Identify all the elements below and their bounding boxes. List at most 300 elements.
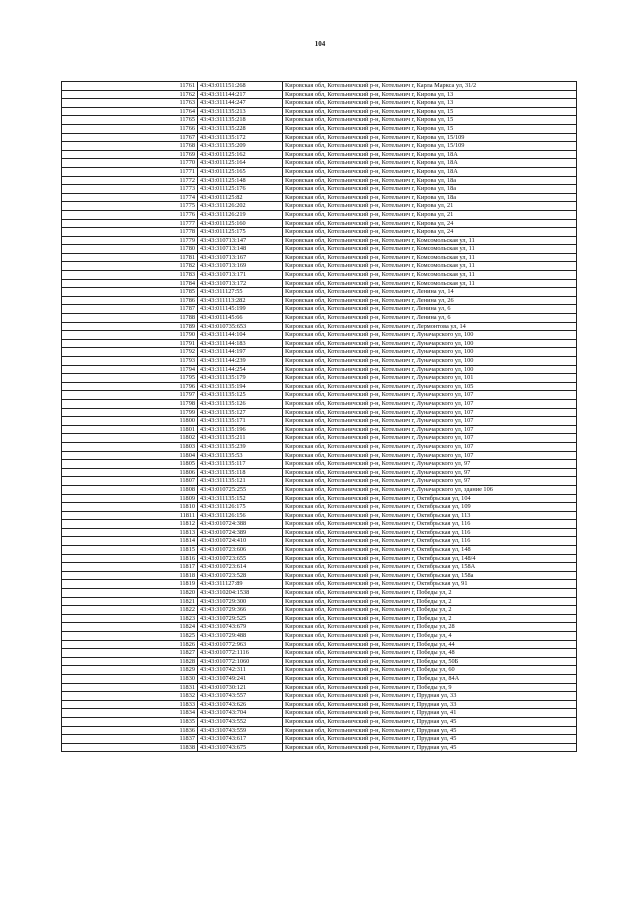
cadastral-number-cell: 43:43:310713:147: [198, 236, 283, 245]
table-row: [62, 99, 577, 108]
row-number-cell: 11826: [62, 640, 198, 649]
table-row: [62, 236, 577, 245]
cadastral-number-cell: 43:43:311144:104: [198, 331, 283, 340]
address-cell: Кировская обл, Котельничский р-н, Котельнич г, Октябрьская ул, 113: [283, 511, 577, 520]
table-row: [62, 365, 577, 374]
table-row: [62, 210, 577, 219]
row-number-cell: 11808: [62, 485, 198, 494]
address-cell: Кировская обл, Котельничский р-н, Котельнич г, Октябрьская ул, 148/4: [283, 554, 577, 563]
row-number-cell: 11791: [62, 339, 198, 348]
address-cell: Кировская обл, Котельничский р-н, Котельнич г, Победы ул, 4: [283, 632, 577, 641]
cadastral-number-cell: 43:43:310749:241: [198, 674, 283, 683]
address-cell: Кировская обл, Котельничский р-н, Котельнич г, Луначарского ул, 107: [283, 408, 577, 417]
row-number-cell: 11815: [62, 546, 198, 555]
table-row: [62, 632, 577, 641]
row-number-cell: 11835: [62, 717, 198, 726]
table-row: [62, 700, 577, 709]
address-cell: Кировская обл, Котельничский р-н, Котельнич г, Кирова ул, 13: [283, 99, 577, 108]
cadastral-number-cell: 43:43:011125:160: [198, 219, 283, 228]
cadastral-number-cell: 43:43:311135:211: [198, 434, 283, 443]
table-row: [62, 391, 577, 400]
row-number-cell: 11769: [62, 150, 198, 159]
address-cell: Кировская обл, Котельничский р-н, Котельнич г, Прудная ул, 45: [283, 743, 577, 752]
table-row: [62, 322, 577, 331]
row-number-cell: 11784: [62, 279, 198, 288]
cadastral-number-cell: 43:43:311135:239: [198, 442, 283, 451]
row-number-cell: 11836: [62, 726, 198, 735]
address-cell: Кировская обл, Котельничский р-н, Котельнич г, Кирова ул, 18А: [283, 150, 577, 159]
cadastral-number-cell: 43:43:311144:197: [198, 348, 283, 357]
row-number-cell: 11807: [62, 477, 198, 486]
row-number-cell: 11792: [62, 348, 198, 357]
address-cell: Кировская обл, Котельничский р-н, Котельнич г, Луначарского ул, 100: [283, 348, 577, 357]
table-row: [62, 434, 577, 443]
row-number-cell: 11834: [62, 709, 198, 718]
table-row: [62, 262, 577, 271]
row-number-cell: 11837: [62, 735, 198, 744]
cadastral-number-cell: 43:43:310713:148: [198, 245, 283, 254]
table-row: [62, 580, 577, 589]
row-number-cell: 11785: [62, 288, 198, 297]
cadastral-number-cell: 43:43:310729:488: [198, 632, 283, 641]
row-number-cell: 11796: [62, 382, 198, 391]
cadastral-number-cell: 43:43:311135:152: [198, 494, 283, 503]
row-number-cell: 11821: [62, 597, 198, 606]
address-cell: Кировская обл, Котельничский р-н, Котельнич г, Луначарского ул, здание 106: [283, 485, 577, 494]
row-number-cell: 11789: [62, 322, 198, 331]
address-cell: Кировская обл, Котельничский р-н, Котельнич г, Победы ул, 2: [283, 606, 577, 615]
table-row: [62, 167, 577, 176]
cadastral-number-cell: 43:43:011145:199: [198, 305, 283, 314]
row-number-cell: 11806: [62, 468, 198, 477]
address-cell: Кировская обл, Котельничский р-н, Котельнич г, Ленина ул, 14: [283, 288, 577, 297]
row-number-cell: 11793: [62, 357, 198, 366]
table-row: [62, 374, 577, 383]
table-row: [62, 683, 577, 692]
row-number-cell: 11788: [62, 314, 198, 323]
cadastral-number-cell: 43:43:311135:218: [198, 116, 283, 125]
cadastral-number-cell: 43:43:311126:175: [198, 503, 283, 512]
cadastral-number-cell: 43:43:310743:552: [198, 717, 283, 726]
cadastral-number-cell: 43:43:311144:247: [198, 99, 283, 108]
address-cell: Кировская обл, Котельничский р-н, Котельнич г, Октябрьская ул, 148: [283, 546, 577, 555]
address-cell: Кировская обл, Котельничский р-н, Котельнич г, Победы ул, 50Б: [283, 657, 577, 666]
cadastral-number-cell: 43:43:311144:239: [198, 357, 283, 366]
cadastral-number-cell: 43:43:311144:217: [198, 90, 283, 99]
table-row: [62, 339, 577, 348]
table-row: [62, 331, 577, 340]
table-row: [62, 417, 577, 426]
cadastral-number-cell: 43:43:011125:82: [198, 193, 283, 202]
row-number-cell: 11779: [62, 236, 198, 245]
table-row: [62, 442, 577, 451]
cadastral-number-cell: 43:43:311135:213: [198, 107, 283, 116]
address-cell: Кировская обл, Котельничский р-н, Котельнич г, Луначарского ул, 107: [283, 434, 577, 443]
cadastral-number-cell: 43:43:010724:388: [198, 520, 283, 529]
cadastral-number-cell: 43:43:311126:202: [198, 202, 283, 211]
row-number-cell: 11813: [62, 528, 198, 537]
address-cell: Кировская обл, Котельничский р-н, Котельнич г, Октябрьская ул, 109: [283, 503, 577, 512]
address-cell: Кировская обл, Котельничский р-н, Котельнич г, Победы ул, 60: [283, 666, 577, 675]
address-cell: Кировская обл, Котельничский р-н, Котельнич г, Кирова ул, 18а: [283, 176, 577, 185]
address-cell: Кировская обл, Котельничский р-н, Котельнич г, Кирова ул, 15: [283, 116, 577, 125]
cadastral-number-cell: 43:43:011125:162: [198, 150, 283, 159]
row-number-cell: 11830: [62, 674, 198, 683]
address-cell: Кировская обл, Котельничский р-н, Котельнич г, Октябрьская ул, 116: [283, 537, 577, 546]
row-number-cell: 11776: [62, 210, 198, 219]
cadastral-number-cell: 43:43:310743:617: [198, 735, 283, 744]
cadastral-number-cell: 43:43:310743:626: [198, 700, 283, 709]
address-cell: Кировская обл, Котельничский р-н, Котельнич г, Кирова ул, 18А: [283, 167, 577, 176]
cadastral-number-cell: 43:43:311135:127: [198, 408, 283, 417]
table-row: [62, 597, 577, 606]
table-row: [62, 717, 577, 726]
address-cell: Кировская обл, Котельничский р-н, Котельнич г, Луначарского ул, 100: [283, 357, 577, 366]
table-row: [62, 743, 577, 752]
row-number-cell: 11795: [62, 374, 198, 383]
row-number-cell: 11765: [62, 116, 198, 125]
address-cell: Кировская обл, Котельничский р-н, Котельнич г, Луначарского ул, 107: [283, 425, 577, 434]
cadastral-number-cell: 43:43:311135:117: [198, 460, 283, 469]
row-number-cell: 11761: [62, 82, 198, 91]
cadastral-number-cell: 43:43:311135:172: [198, 133, 283, 142]
address-cell: Кировская обл, Котельничский р-н, Котельнич г, Кирова ул, 15/109: [283, 142, 577, 151]
address-cell: Кировская обл, Котельничский р-н, Котельнич г, Победы ул, 2: [283, 589, 577, 598]
cadastral-number-cell: 43:43:010723:528: [198, 571, 283, 580]
table-row: [62, 90, 577, 99]
row-number-cell: 11767: [62, 133, 198, 142]
cadastral-number-cell: 43:43:311144:254: [198, 365, 283, 374]
cadastral-number-cell: 43:43:311135:196: [198, 425, 283, 434]
row-number-cell: 11778: [62, 228, 198, 237]
cadastral-number-cell: 43:43:310729:300: [198, 597, 283, 606]
registry-table-body: [62, 82, 577, 752]
table-row: [62, 279, 577, 288]
cadastral-number-cell: 43:43:311135:171: [198, 417, 283, 426]
table-row: [62, 623, 577, 632]
row-number-cell: 11819: [62, 580, 198, 589]
table-row: [62, 408, 577, 417]
address-cell: Кировская обл, Котельничский р-н, Котельнич г, Ленина ул, 6: [283, 314, 577, 323]
row-number-cell: 11799: [62, 408, 198, 417]
table-row: [62, 193, 577, 202]
cadastral-number-cell: 43:43:011125:176: [198, 185, 283, 194]
address-cell: Кировская обл, Котельничский р-н, Котельнич г, Луначарского ул, 107: [283, 442, 577, 451]
cadastral-number-cell: 43:43:310743:675: [198, 743, 283, 752]
registry-table: [61, 81, 577, 752]
table-row: [62, 425, 577, 434]
table-row: [62, 296, 577, 305]
table-row: [62, 305, 577, 314]
address-cell: Кировская обл, Котельничский р-н, Котельнич г, Луначарского ул, 105: [283, 382, 577, 391]
table-row: [62, 614, 577, 623]
address-cell: Кировская обл, Котельничский р-н, Котельнич г, Октябрьская ул, 158А: [283, 563, 577, 572]
address-cell: Кировская обл, Котельничский р-н, Котельнич г, Кирова ул, 15/109: [283, 133, 577, 142]
table-row: [62, 219, 577, 228]
address-cell: Кировская обл, Котельничский р-н, Котельнич г, Кирова ул, 18а: [283, 193, 577, 202]
table-row: [62, 563, 577, 572]
table-row: [62, 485, 577, 494]
row-number-cell: 11810: [62, 503, 198, 512]
row-number-cell: 11771: [62, 167, 198, 176]
row-number-cell: 11833: [62, 700, 198, 709]
table-row: [62, 133, 577, 142]
address-cell: Кировская обл, Котельничский р-н, Котельнич г, Победы ул, 84А: [283, 674, 577, 683]
address-cell: Кировская обл, Котельничский р-н, Котельнич г, Кирова ул, 21: [283, 202, 577, 211]
address-cell: Кировская обл, Котельничский р-н, Котельнич г, Октябрьская ул, 116: [283, 528, 577, 537]
row-number-cell: 11786: [62, 296, 198, 305]
address-cell: Кировская обл, Котельничский р-н, Котельнич г, Комсомольская ул, 11: [283, 271, 577, 280]
table-row: [62, 649, 577, 658]
address-cell: Кировская обл, Котельничский р-н, Котельнич г, Комсомольская ул, 11: [283, 245, 577, 254]
address-cell: Кировская обл, Котельничский р-н, Котельнич г, Комсомольская ул, 11: [283, 236, 577, 245]
table-row: [62, 176, 577, 185]
address-cell: Кировская обл, Котельничский р-н, Котельнич г, Луначарского ул, 100: [283, 365, 577, 374]
table-row: [62, 159, 577, 168]
row-number-cell: 11814: [62, 537, 198, 546]
table-row: [62, 503, 577, 512]
row-number-cell: 11803: [62, 442, 198, 451]
page-number: 104: [314, 40, 326, 48]
address-cell: Кировская обл, Котельничский р-н, Котельнич г, Победы ул, 2: [283, 597, 577, 606]
table-row: [62, 468, 577, 477]
cadastral-number-cell: 43:43:310743:704: [198, 709, 283, 718]
row-number-cell: 11782: [62, 262, 198, 271]
address-cell: Кировская обл, Котельничский р-н, Котельнич г, Прудная ул, 33: [283, 700, 577, 709]
table-row: [62, 202, 577, 211]
row-number-cell: 11773: [62, 185, 198, 194]
table-row: [62, 124, 577, 133]
table-row: [62, 589, 577, 598]
table-row: [62, 657, 577, 666]
cadastral-number-cell: 43:43:010723:655: [198, 554, 283, 563]
cadastral-number-cell: 43:43:310743:679: [198, 623, 283, 632]
table-row: [62, 150, 577, 159]
table-row: [62, 477, 577, 486]
row-number-cell: 11775: [62, 202, 198, 211]
table-row: [62, 735, 577, 744]
table-row: [62, 511, 577, 520]
cadastral-number-cell: 43:43:311135:126: [198, 399, 283, 408]
cadastral-number-cell: 43:43:011125:165: [198, 167, 283, 176]
row-number-cell: 11812: [62, 520, 198, 529]
cadastral-number-cell: 43:43:310742:311: [198, 666, 283, 675]
row-number-cell: 11763: [62, 99, 198, 108]
table-row: [62, 692, 577, 701]
address-cell: Кировская обл, Котельничский р-н, Котельнич г, Комсомольская ул, 11: [283, 262, 577, 271]
address-cell: Кировская обл, Котельничский р-н, Котельнич г, Луначарского ул, 101: [283, 374, 577, 383]
row-number-cell: 11780: [62, 245, 198, 254]
row-number-cell: 11823: [62, 614, 198, 623]
address-cell: Кировская обл, Котельничский р-н, Котельнич г, Победы ул, 44: [283, 640, 577, 649]
row-number-cell: 11774: [62, 193, 198, 202]
cadastral-number-cell: 43:43:010724:410: [198, 537, 283, 546]
table-row: [62, 314, 577, 323]
cadastral-number-cell: 43:43:311135:179: [198, 374, 283, 383]
address-cell: Кировская обл, Котельничский р-н, Котельнич г, Октябрьская ул, 104: [283, 494, 577, 503]
row-number-cell: 11764: [62, 107, 198, 116]
table-row: [62, 253, 577, 262]
table-row: [62, 399, 577, 408]
address-cell: Кировская обл, Котельничский р-н, Котельнич г, Кирова ул, 24: [283, 228, 577, 237]
address-cell: Кировская обл, Котельничский р-н, Котельнич г, Ленина ул, 6: [283, 305, 577, 314]
address-cell: Кировская обл, Котельничский р-н, Котельнич г, Прудная ул, 33: [283, 692, 577, 701]
table-row: [62, 116, 577, 125]
row-number-cell: 11816: [62, 554, 198, 563]
cadastral-number-cell: 43:43:011125:148: [198, 176, 283, 185]
row-number-cell: 11766: [62, 124, 198, 133]
address-cell: Кировская обл, Котельничский р-н, Котельнич г, Победы ул, 2: [283, 614, 577, 623]
cadastral-number-cell: 43:43:310729:525: [198, 614, 283, 623]
table-row: [62, 554, 577, 563]
table-row: [62, 245, 577, 254]
row-number-cell: 11801: [62, 425, 198, 434]
row-number-cell: 11804: [62, 451, 198, 460]
table-row: [62, 537, 577, 546]
address-cell: Кировская обл, Котельничский р-н, Котельнич г, Комсомольская ул, 11: [283, 279, 577, 288]
row-number-cell: 11827: [62, 649, 198, 658]
cadastral-number-cell: 43:43:310713:167: [198, 253, 283, 262]
address-cell: Кировская обл, Котельничский р-н, Котельнич г, Прудная ул, 45: [283, 726, 577, 735]
cadastral-number-cell: 43:43:311127:89: [198, 580, 283, 589]
row-number-cell: 11829: [62, 666, 198, 675]
cadastral-number-cell: 43:43:311135:53: [198, 451, 283, 460]
row-number-cell: 11818: [62, 571, 198, 580]
cadastral-number-cell: 43:43:310713:172: [198, 279, 283, 288]
row-number-cell: 11772: [62, 176, 198, 185]
cadastral-number-cell: 43:43:311135:121: [198, 477, 283, 486]
table-row: [62, 348, 577, 357]
table-row: [62, 460, 577, 469]
table-row: [62, 666, 577, 675]
cadastral-number-cell: 43:43:310743:559: [198, 726, 283, 735]
row-number-cell: 11828: [62, 657, 198, 666]
table-row: [62, 709, 577, 718]
cadastral-number-cell: 43:43:310713:169: [198, 262, 283, 271]
row-number-cell: 11777: [62, 219, 198, 228]
address-cell: Кировская обл, Котельничский р-н, Котельнич г, Комсомольская ул, 11: [283, 253, 577, 262]
table-row: [62, 107, 577, 116]
row-number-cell: 11770: [62, 159, 198, 168]
cadastral-number-cell: 43:43:010772:963: [198, 640, 283, 649]
cadastral-number-cell: 43:43:311135:125: [198, 391, 283, 400]
cadastral-number-cell: 43:43:011125:175: [198, 228, 283, 237]
table-row: [62, 520, 577, 529]
address-cell: Кировская обл, Котельничский р-н, Котельнич г, Победы ул, 48: [283, 649, 577, 658]
row-number-cell: 11787: [62, 305, 198, 314]
address-cell: Кировская обл, Котельничский р-н, Котельнич г, Луначарского ул, 100: [283, 339, 577, 348]
address-cell: Кировская обл, Котельничский р-н, Котельнич г, Октябрьская ул, 116: [283, 520, 577, 529]
table-row: [62, 640, 577, 649]
row-number-cell: 11809: [62, 494, 198, 503]
row-number-cell: 11831: [62, 683, 198, 692]
row-number-cell: 11794: [62, 365, 198, 374]
address-cell: Кировская обл, Котельничский р-н, Котельнич г, Лермонтова ул, 14: [283, 322, 577, 331]
address-cell: Кировская обл, Котельничский р-н, Котельнич г, Кирова ул, 21: [283, 210, 577, 219]
address-cell: Кировская обл, Котельничский р-н, Котельнич г, Карла Маркса ул, 31/2: [283, 82, 577, 91]
cadastral-number-cell: 43:43:310713:171: [198, 271, 283, 280]
table-row: [62, 357, 577, 366]
row-number-cell: 11822: [62, 606, 198, 615]
address-cell: Кировская обл, Котельничский р-н, Котельнич г, Кирова ул, 18а: [283, 185, 577, 194]
address-cell: Кировская обл, Котельничский р-н, Котельнич г, Победы ул, 9: [283, 683, 577, 692]
address-cell: Кировская обл, Котельничский р-н, Котельнич г, Победы ул, 28: [283, 623, 577, 632]
cadastral-number-cell: 43:43:311135:209: [198, 142, 283, 151]
cadastral-number-cell: 43:43:311126:219: [198, 210, 283, 219]
cadastral-number-cell: 43:43:311135:228: [198, 124, 283, 133]
address-cell: Кировская обл, Котельничский р-н, Котельнич г, Луначарского ул, 100: [283, 331, 577, 340]
table-row: [62, 606, 577, 615]
table-row: [62, 142, 577, 151]
address-cell: Кировская обл, Котельничский р-н, Котельнич г, Луначарского ул, 107: [283, 451, 577, 460]
row-number-cell: 11805: [62, 460, 198, 469]
address-cell: Кировская обл, Котельничский р-н, Котельнич г, Прудная ул, 45: [283, 717, 577, 726]
cadastral-number-cell: 43:43:010730:121: [198, 683, 283, 692]
cadastral-number-cell: 43:43:010723:614: [198, 563, 283, 572]
row-number-cell: 11768: [62, 142, 198, 151]
cadastral-number-cell: 43:43:010725:255: [198, 485, 283, 494]
row-number-cell: 11832: [62, 692, 198, 701]
cadastral-number-cell: 43:43:310204:1538: [198, 589, 283, 598]
cadastral-number-cell: 43:43:010724:389: [198, 528, 283, 537]
address-cell: Кировская обл, Котельничский р-н, Котельнич г, Луначарского ул, 97: [283, 468, 577, 477]
row-number-cell: 11781: [62, 253, 198, 262]
cadastral-number-cell: 43:43:310743:557: [198, 692, 283, 701]
table-row: [62, 382, 577, 391]
cadastral-number-cell: 43:43:011125:164: [198, 159, 283, 168]
address-cell: Кировская обл, Котельничский р-н, Котельнич г, Луначарского ул, 107: [283, 417, 577, 426]
table-row: [62, 528, 577, 537]
table-row: [62, 571, 577, 580]
address-cell: Кировская обл, Котельничский р-н, Котельнич г, Прудная ул, 45: [283, 735, 577, 744]
address-cell: Кировская обл, Котельничский р-н, Котельнич г, Луначарского ул, 97: [283, 477, 577, 486]
cadastral-number-cell: 43:43:310729:366: [198, 606, 283, 615]
address-cell: Кировская обл, Котельничский р-н, Котельнич г, Кирова ул, 24: [283, 219, 577, 228]
cadastral-number-cell: 43:43:011151:268: [198, 82, 283, 91]
table-row: [62, 451, 577, 460]
cadastral-number-cell: 43:43:010772:1116: [198, 649, 283, 658]
row-number-cell: 11802: [62, 434, 198, 443]
address-cell: Кировская обл, Котельничский р-н, Котельнич г, Луначарского ул, 107: [283, 391, 577, 400]
row-number-cell: 11798: [62, 399, 198, 408]
address-cell: Кировская обл, Котельничский р-н, Котельнич г, Кирова ул, 18А: [283, 159, 577, 168]
cadastral-number-cell: 43:43:010772:1060: [198, 657, 283, 666]
cadastral-number-cell: 43:43:010735:653: [198, 322, 283, 331]
row-number-cell: 11790: [62, 331, 198, 340]
cadastral-number-cell: 43:43:311113:282: [198, 296, 283, 305]
table-row: [62, 82, 577, 91]
row-number-cell: 11824: [62, 623, 198, 632]
table-row: [62, 494, 577, 503]
table-row: [62, 674, 577, 683]
table-row: [62, 726, 577, 735]
row-number-cell: 11838: [62, 743, 198, 752]
address-cell: Кировская обл, Котельничский р-н, Котельнич г, Октябрьская ул, 158а: [283, 571, 577, 580]
row-number-cell: 11825: [62, 632, 198, 641]
row-number-cell: 11800: [62, 417, 198, 426]
address-cell: Кировская обл, Котельничский р-н, Котельнич г, Прудная ул, 41: [283, 709, 577, 718]
row-number-cell: 11820: [62, 589, 198, 598]
cadastral-number-cell: 43:43:311135:118: [198, 468, 283, 477]
address-cell: Кировская обл, Котельничский р-н, Котельнич г, Октябрьская ул, 91: [283, 580, 577, 589]
address-cell: Кировская обл, Котельничский р-н, Котельнич г, Ленина ул, 26: [283, 296, 577, 305]
cadastral-number-cell: 43:43:311127:55: [198, 288, 283, 297]
cadastral-number-cell: 43:43:311144:183: [198, 339, 283, 348]
row-number-cell: 11797: [62, 391, 198, 400]
table-row: [62, 228, 577, 237]
row-number-cell: 11811: [62, 511, 198, 520]
cadastral-number-cell: 43:43:010723:606: [198, 546, 283, 555]
